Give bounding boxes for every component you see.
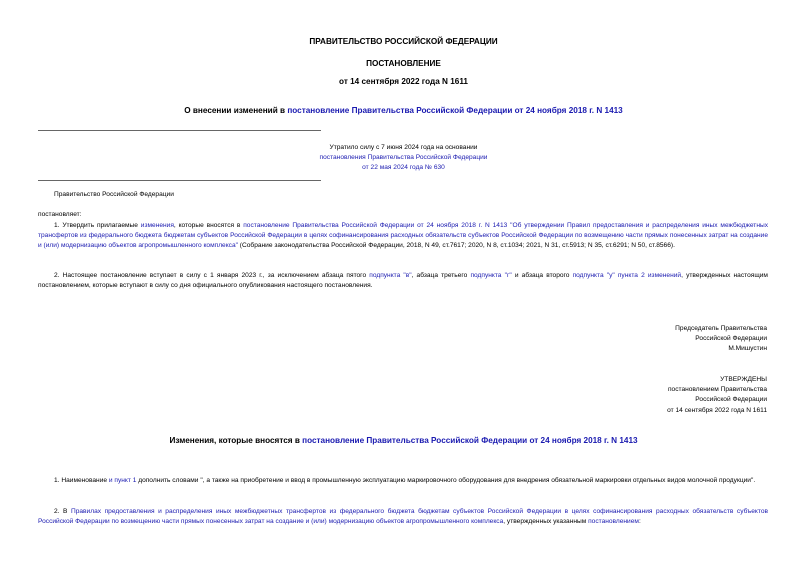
document-date: от 14 сентября 2022 года N 1611 (339, 77, 468, 86)
document-type: ПОСТАНОВЛЕНИЕ (366, 59, 441, 68)
changes-paragraph-2 (38, 507, 768, 527)
c2-text-b: , утвержденных указанным (503, 518, 589, 526)
p1-text-b: , которые вносятся в (173, 222, 244, 229)
approved-line-1: УТВЕРЖДЕНЫ (720, 376, 767, 383)
decides-label: постановляет: (38, 211, 82, 218)
divider-top (38, 130, 321, 131)
paragraph-2 (38, 271, 768, 291)
c1-text-b: дополнить словами ", а также на приобретение и ввод в промышленную эксплуатацию маркировочного оборудования для внедрения обязательной маркировки отдельных видов молочной продукции". (136, 477, 756, 484)
p1-link-changes[interactable]: изменения (140, 222, 174, 229)
changes-title-prefix: Изменения, которые вносятся в (169, 436, 303, 445)
lapsed-line-1: Утратило силу с 7 июня 2024 года на основании (329, 144, 478, 151)
changes-title (0, 436, 807, 445)
signature-line-1: Председатель Правительства (675, 325, 767, 332)
title-link[interactable]: постановление Правительства Российской Федерации от 24 ноября 2018 г. N 1413 (287, 106, 623, 115)
lapsed-note (250, 143, 557, 174)
lapsed-link-1[interactable]: постановления Правительства Российской Федерации (319, 154, 488, 162)
p2-link-subpoint-u[interactable]: подпункта "у" пункта 2 изменений (572, 272, 682, 279)
p2-text-d: , утвержденных настоящим постановлением, которые вступают в силу со дня официального опубликования настоящего постановления. (38, 272, 768, 290)
c1-link-point-1[interactable]: и пункт 1 (108, 477, 137, 484)
changes-paragraph-1 (38, 476, 768, 486)
p1-text-a: 1. Утвердить прилагаемые (54, 222, 141, 229)
p2-link-subpoint-g[interactable]: подпункта "г" (470, 272, 512, 279)
signature-line-3: М.Мишустин (728, 345, 767, 353)
divider-bottom (38, 180, 321, 181)
p2-text-a: 2. Настоящее постановление вступает в силу с 1 января 2023 г., за исключением абзаца пятого (54, 272, 370, 279)
approved-line-4: от 14 сентября 2022 года N 1611 (667, 406, 767, 414)
approved-block (667, 375, 767, 416)
c2-text-a: 2. В (54, 508, 71, 515)
government-label: Правительство Российской Федерации (54, 191, 174, 198)
c2-link-resolution[interactable]: постановлением (588, 518, 639, 526)
paragraph-1 (38, 221, 768, 252)
p2-text-c: и абзаца второго (511, 272, 573, 279)
c2-text-c: : (638, 518, 641, 526)
approved-line-3: Российской Федерации (695, 396, 767, 404)
p2-link-subpoint-v[interactable]: подпункта "в" (369, 272, 412, 279)
p1-link-resolution[interactable]: постановление Правительства Российской Федерации от 24 ноября 2018 г. N 1413 "Об утверждении Правил предоставления и распределения иных межбюджетных трансфертов из федерального бюджета бюджетам субъектов Российской Федерации в целях софинансирования расходных обязательств субъектов Российской Федерации по возмещению части прямых понесенных затрат на создание и (или) модернизацию объектов агропромышленного комплекса" (38, 222, 768, 250)
c2-link-rules[interactable]: Правилах предоставления и распределения иных межбюджетных трансфертов из федерального бюджета бюджетам субъектов Российской Федерации в целях софинансирования расходных обязательств субъектов Российской Федерации по возмещению части прямых понесенных затрат на создание и (или) модернизацию объектов агропромышленного комплекса (38, 508, 768, 526)
p2-text-b: , абзаца третьего (411, 272, 471, 279)
c1-text-a: 1. Наименование (54, 477, 109, 484)
p1-text-c: (Собрание законодательства Российской Федерации, 2018, N 49, ст.7617; 2020, N 8, ст.1034; 2021, N 31, ст.5913; N 35, ст.6291; N 50, ст.8566). (237, 242, 675, 250)
approved-line-2: постановлением Правительства (667, 386, 767, 394)
changes-title-link[interactable]: постановление Правительства Российской Федерации от 24 ноября 2018 г. N 1413 (302, 436, 638, 445)
signature-line-2: Российской Федерации (695, 335, 767, 343)
government-heading: ПРАВИТЕЛЬСТВО РОССИЙСКОЙ ФЕДЕРАЦИИ (309, 37, 498, 46)
document-title (0, 106, 807, 115)
title-prefix: О внесении изменений в (184, 106, 288, 115)
lapsed-link-2[interactable]: от 22 мая 2024 года № 630 (362, 164, 445, 172)
signature-block (675, 324, 767, 355)
